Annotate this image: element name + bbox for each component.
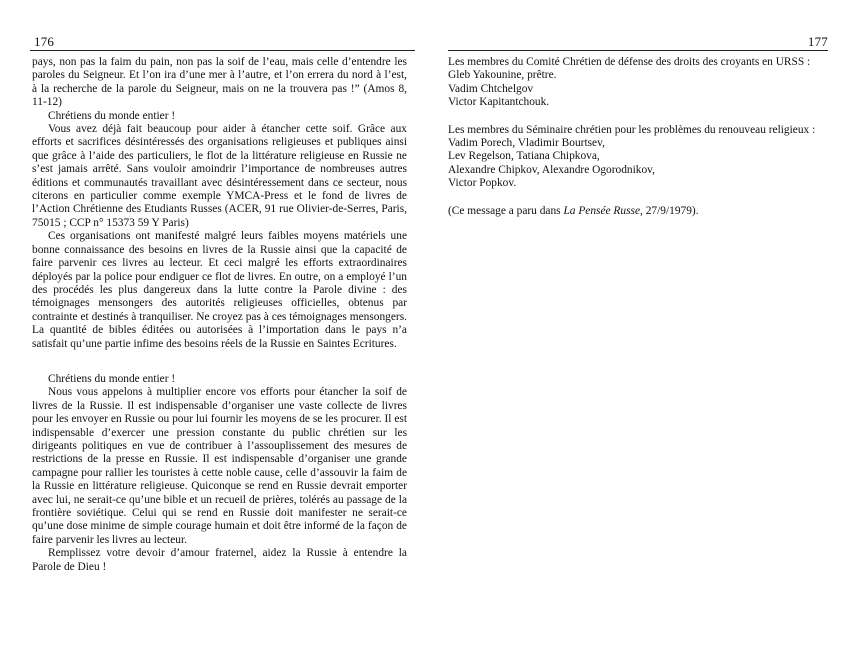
seminar-heading: Les membres du Séminaire chrétien pour les problèmes du renouveau religieux :: [448, 123, 816, 136]
paragraph: Vous avez déjà fait beaucoup pour aider à étancher cette soif. Grâce aux efforts et sacrifices désintéressés des organisations religieuses et publiques ainsi que grâce à l’aide des particuliers, le flot de la littérature religieuse en Russie ne s’est jamais arrêté. Sans vouloir amoindrir l’importance de nombreuses autres éditions et communautés travaillant avec désintéressement dans ce secteur, nous citerons en particulier comme exemple YMCA-Press et le fond de livres de l’Action Chrétienne des Etudiants Russes (ACER, 91 rue Olivier-de-Serres, Paris, 75015 ; CCP n° 15373 59 Y Paris): [32, 123, 407, 229]
signatory: Victor Kapitantchouk.: [448, 96, 550, 109]
note-suffix: , 27/9/1979).: [640, 204, 699, 217]
header-rule: [30, 50, 415, 51]
signatory: Gleb Yakounine, prêtre.: [448, 69, 557, 82]
appeal-heading: Chrétiens du monde entier !: [48, 372, 176, 385]
seminar-signatures: [448, 124, 828, 191]
closing-paragraph: Remplissez votre devoir d’amour fraternel, aidez la Russie à entendre la Parole de Dieu !: [32, 547, 407, 573]
section-break: [32, 351, 407, 373]
left-page: [30, 0, 415, 656]
appeal-heading: Chrétiens du monde entier !: [48, 109, 176, 122]
signatory: Lev Regelson, Tatiana Chipkova,: [448, 150, 600, 163]
publication-note: [448, 205, 828, 218]
paragraph: Nous vous appelons à multiplier encore vos efforts pour étancher la soif de livres de la Russie. Il est indispensable d’organiser une vaste collecte de livres pour les envoyer en Russie ou pour lui fournir les moyens de se les procurer. Il est indispensable d’exercer une pression constante du public chrétien sur les dirigeants politiques en vue de contribuer à l’assouplissement des mesures de restrictions de la presse en Russie. Il est indispensable d’organiser une grande campagne pour rallier les touristes à cette noble cause, celle d’assouvir la faim de la Russie en littérature religieuse. Quiconque se rend en Russie devrait emporter avec lui, ne serait-ce qu’une bible et un recueil de prières, tolérés au passage de la frontière soviétique. Celui qui se rend en Russie doit manifester ne serait-ce qu’une dose minime de simple courage humain et doit être informé de la façon de faire parvenir les livres au lecteur.: [32, 386, 407, 546]
paragraph: Ces organisations ont manifesté malgré leurs faibles moyens matériels une bonne connaissance des besoins en livres de la Russie ainsi que la capacité de faire parvenir ces livres au lecteur. Et ceci malgré les efforts extraordinaires déployés par la police pour endiguer ce flot de livres. En outre, on a employé l’un des procédés les plus dangereux dans la lutte contre la Parole divine : des témoignages mensongers des autorités religieuses officielles, obtenus par contrainte et destinés à tranquiliser. Ne croyez pas à ces témoignages mensongers. La quantité de bibles éditées ou autorisées à l’importation dans le pays n’a satisfait qu’une partie infime des besoins réels de la Russie en Saintes Ecritures.: [32, 230, 407, 350]
right-page-text: [448, 56, 828, 218]
committee-signatures: [448, 56, 828, 110]
page-number: 176: [34, 34, 55, 49]
header-rule: [448, 50, 828, 51]
signatory: Victor Popkov.: [448, 177, 517, 190]
signatory: Alexandre Chipkov, Alexandre Ogorodnikov,: [448, 163, 655, 176]
note-prefix: (Ce message a paru dans: [448, 204, 564, 217]
signatory: Vadim Chtchelgov: [448, 82, 534, 95]
left-page-text: [32, 56, 407, 574]
note-source: La Pensée Russe: [563, 204, 641, 217]
paragraph: pays, non pas la faim du pain, non pas la soif de l’eau, mais celle d’entendre les paroles du Seigneur. Et l’on ira d’une mer à l’autre, et l’on errera du nord à l’est, à la recherche de la parole du Seigneur, mais on ne la trouvera pas !” (Amos 8, 11-12): [32, 56, 407, 109]
page-number: 177: [807, 34, 828, 49]
signatory: Vadim Porech, Vladimir Bourtsev,: [448, 137, 605, 150]
right-page: [448, 0, 828, 656]
committee-heading: Les membres du Comité Chrétien de défense des droits des croyants en URSS :: [448, 56, 811, 68]
